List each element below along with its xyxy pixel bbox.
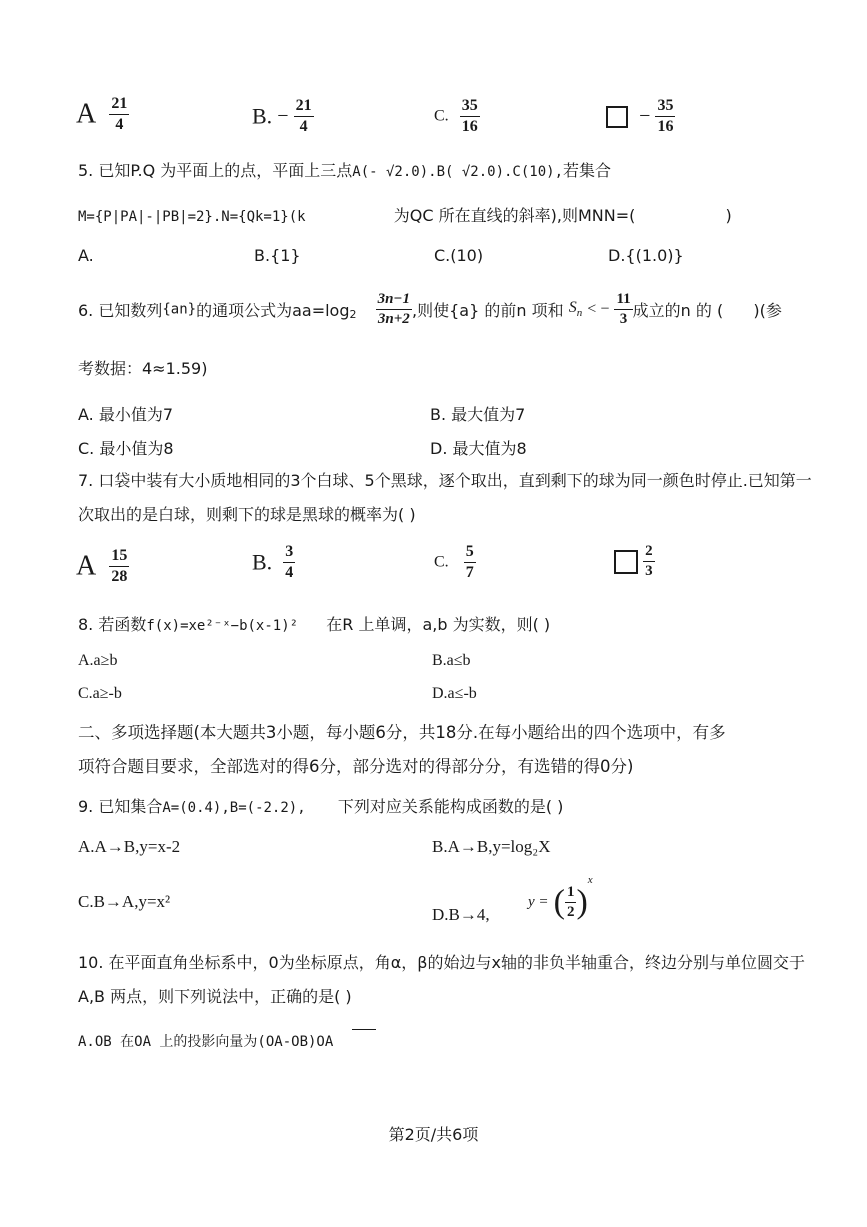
q6-stem-line2: 考数据：4≈1.59) [78,359,208,378]
q8-option-c: C.a≥-b [78,685,122,702]
fraction: $\frac{21}{4}$ [111,95,128,133]
q7-option-d [614,544,655,579]
q5-stem-line1: 5. 已知P.Q 为平面上的点，平面上三点A(- √2.0).B( √2.0).C(10),若集合 [78,161,612,180]
q10-option-a: A.OB 在OA 上的投影向量为(OA-OB)OA [78,1034,334,1050]
option-label: A [76,98,97,130]
minus-sign: − [639,105,651,127]
q7-stem-line2: 次取出的是白球，则剩下的球是黑球的概率为( ) [78,505,416,524]
fraction: $\frac{3}{4}$ [285,543,294,581]
fraction: $\frac{35}{16}$ [461,97,478,135]
option-label: B. [252,103,273,129]
q7-stem-line1: 7. 口袋中装有大小质地相同的3个白球、5个黑球，逐个取出，直到剩下的球为同一颜色时停止.已知第一 [78,471,812,490]
q9-option-d-label: D.B→4, [432,905,490,924]
q6-option-a: A. 最小值为7 [78,405,174,424]
q4-option-b [252,98,314,135]
q5-option-d: D.{(1.0)} [608,246,684,265]
q8-option-a: A.a≥b [78,652,118,669]
q5-option-c: C.(10) [434,246,484,265]
q6-option-c: C. 最小值为8 [78,439,174,458]
option-label: B. [252,549,273,575]
fraction: $\frac{3n-1}{3n+2}$ [377,291,411,327]
q8-option-d: D.a≤-b [432,685,477,702]
q4-option-c [434,98,480,135]
section-2-heading-line1: 二、多项选择题(本大题共3小题，每小题6分，共18分.在每小题给出的四个选项中，有多 [78,723,726,742]
q5-option-a: A. [78,246,94,265]
q9-option-d-formula: y = ( $\frac{1}{2}$ )$^x$ [528,874,593,921]
q8-stem: 8. 若函数f(x)=xe²⁻ˣ−b(x-1)² 在R 上单调，a,b 为实数，则( ) [78,615,551,634]
vector-overline [352,1029,376,1030]
q6-option-b: B. 最大值为7 [430,405,526,424]
fraction: $\frac{2}{3}$ [645,543,653,579]
q10-stem-line2: A,B 两点，则下列说法中，正确的是( ) [78,987,352,1006]
option-d-box-icon [614,550,638,574]
fraction: $\frac{21}{4}$ [295,97,312,135]
q9-option-b: B.A→B,y=log₂X [432,837,551,856]
q9-option-a: A.A→B,y=x-2 [78,837,181,856]
fraction: $\frac{35}{16}$ [657,97,674,135]
page-footer: 第2页/共6项 [388,1125,479,1144]
option-label: C. [434,107,449,125]
q4-option-d [606,98,675,135]
fraction: $\frac{11}{3}$ [616,291,631,327]
option-d-box-icon [606,106,628,128]
option-label: A [76,550,97,582]
minus-sign: − [277,105,289,127]
q5-stem-line2: M={P|PA|-|PB|=2}.N={Qk=1}(k 为QC 所在直线的斜率),则MNN=( ) [78,206,732,225]
q9-stem: 9. 已知集合A=(0.4),B=(-2.2), 下列对应关系能构成函数的是( ) [78,797,564,816]
q6-stem-line1: 6. 已知数列{an}的通项公式为$aa=\log_2$ $\frac{3n-1}{3n+2}$ ,则使{a} 的前n 项和 $S_n$ < − $\frac{11}{3}$ 成立的n 的 ( )(参 [78,291,782,327]
q7-option-c [434,544,476,581]
q8-option-b: B.a≤b [432,652,471,669]
q7-option-a [76,548,129,585]
fraction: $\frac{1}{2}$ [566,884,575,920]
q4-option-a [76,96,129,133]
fraction: $\frac{15}{28}$ [111,547,128,585]
section-2-heading-line2: 项符合题目要求，全部选对的得6分，部分选对的得部分分，有选错的得0分) [78,757,634,776]
q6-option-d: D. 最大值为8 [430,439,527,458]
q9-option-c: C.B→A,y=x² [78,892,171,911]
q10-stem-line1: 10. 在平面直角坐标系中，0为坐标原点，角α，β的始边与x轴的非负半轴重合，终边分别与单位圆交于 [78,953,805,972]
fraction: $\frac{5}{7}$ [465,543,474,581]
option-label: C. [434,553,449,571]
q7-option-b [252,544,295,581]
q5-option-b: B.{1} [254,246,301,265]
